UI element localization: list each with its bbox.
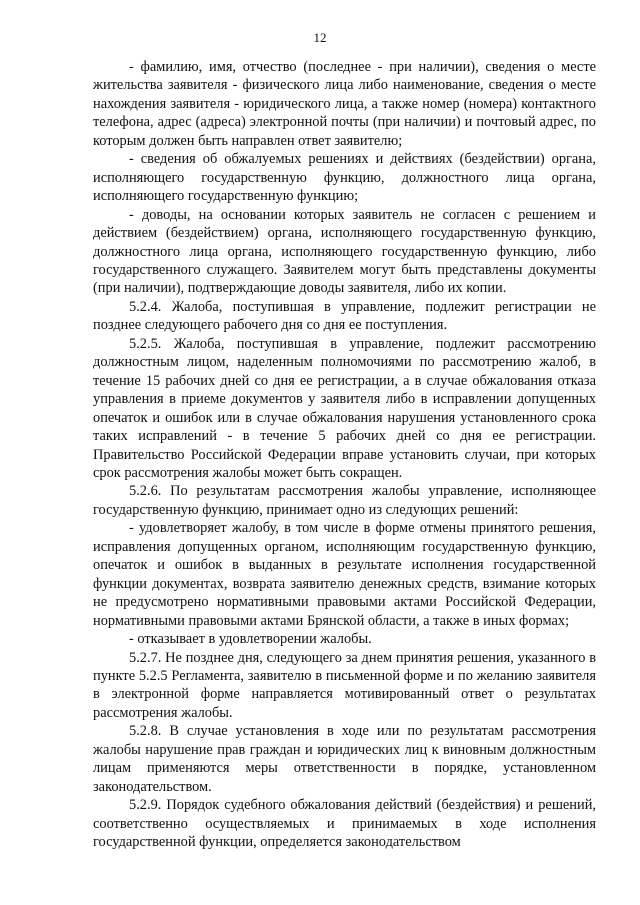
paragraph-arguments: - доводы, на основании которых заявитель не согласен с решением и действием (бездействием) органа, исполняющего государственную функцию, должностного лица органа, исполняющего государственную функцию, либо государственного служащего. Заявителем могут быть представлены документы (при наличии), подтверждающие доводы заявителя, либо их копии. (93, 206, 596, 297)
paragraph-appealed-decisions: - сведения об обжалуемых решениях и действиях (бездействии) органа, исполняющего государственную функцию, должностного лица органа, исполняющего государственную функцию; (93, 151, 596, 205)
paragraph-5-2-6: 5.2.6. По результатам рассмотрения жалобы управление, исполняющее государственную функцию, принимает одно из следующих решений: (93, 483, 596, 518)
page-number: 12 (313, 30, 327, 45)
paragraph-reject-complaint: - отказывает в удовлетворении жалобы. (129, 631, 372, 648)
paragraph-5-2-5: 5.2.5. Жалоба, поступившая в управление, подлежит рассмотрению должностным лицом, наделенным полномочиями по рассмотрению жалоб, в течение 15 рабочих дней со дня ее регистрации, а в случае обжалования отказа управления в приеме документов у заявителя либо в исправлении допущенных опечаток и ошибок или в случае обжалования нарушения установленного срока таких исправлений - в течение 5 рабочих дней со дня ее регистрации. Правительство Российской Федерации вправе установить случаи, при которых срок рассмотрения жалобы может быть сокращен. (93, 335, 596, 481)
paragraph-5-2-8: 5.2.8. В случае установления в ходе или по результатам рассмотрения жалобы нарушение прав граждан и юридических лиц к виновным должностным лицам применяются меры ответственности в порядке, установленном законодательством. (93, 723, 596, 795)
paragraph-5-2-7: 5.2.7. Не позднее дня, следующего за днем принятия решения, указанного в пункте 5.2.5 Регламента, заявителю в письменной форме и по желанию заявителя в электронной форме направляется мотивированный ответ о результатах рассмотрения жалобы. (93, 649, 596, 721)
document-body (93, 58, 596, 851)
paragraph-5-2-4: 5.2.4. Жалоба, поступившая в управление, подлежит регистрации не позднее следующего рабочего дня со дня ее поступления. (93, 298, 596, 334)
paragraph-satisfy-complaint: - удовлетворяет жалобу, в том числе в форме отмены принятого решения, исправления допущенных органом, исполняющим государственную функцию, опечаток и ошибок в выданных в результате исполнения государственной функции документах, возврата заявителю денежных средств, взимание которых не предусмотрено нормативными правовыми актами Российской Федерации, нормативными правовыми актами Брянской области, а также в иных формах; (93, 520, 596, 629)
paragraph-5-2-9: 5.2.9. Порядок судебного обжалования действий (бездействия) и решений, соответственно осуществляемых и принимаемых в ходе исполнения государственной функции, определяется законодательством (93, 797, 596, 851)
paragraph-applicant-details: - фамилию, имя, отчество (последнее - при наличии), сведения о месте жительства заявителя - физического лица либо наименование, сведения о месте нахождения заявителя - юридического лица, а также номер (номера) контактного телефона, адрес (адреса) электронной почты (при наличии) и почтовый адрес, по которым должен быть направлен ответ заявителю; (93, 59, 596, 149)
